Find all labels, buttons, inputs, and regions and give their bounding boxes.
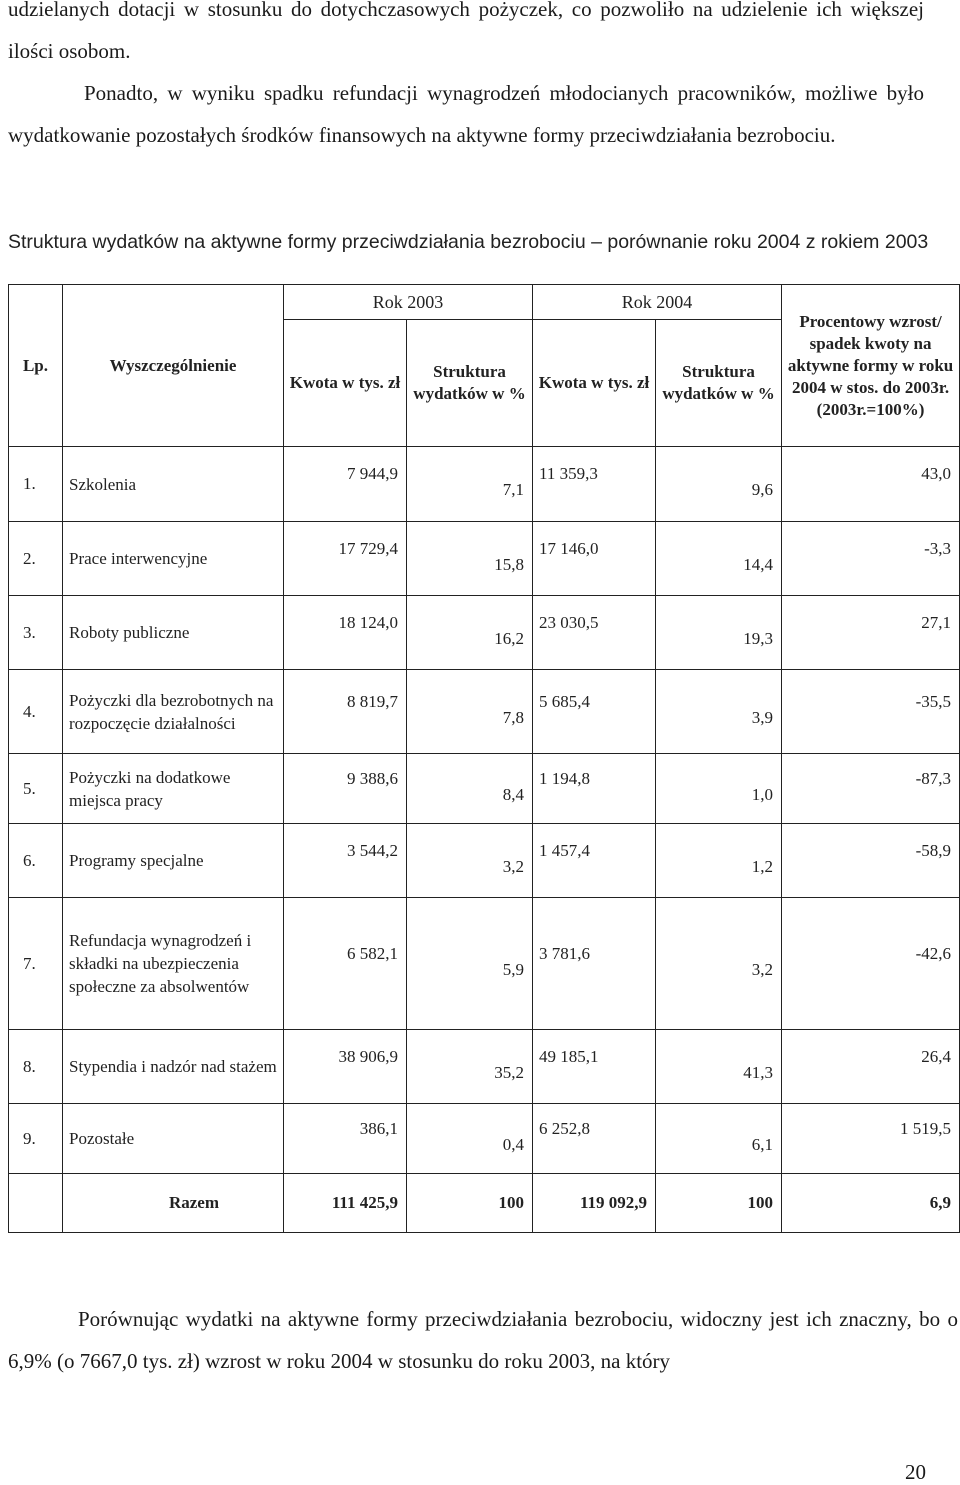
cell-amount-2004: 17 146,0: [539, 538, 599, 558]
intro-line-2: Ponadto, w wyniku spadku refundacji wynagrodzeń młodocianych pracowników, możliwe było wydatkowanie pozostałych środków finansowych na aktywne formy przeciwdziałania bezrobociu.: [8, 81, 924, 147]
cell-structure-2004: 14,4: [743, 554, 774, 574]
cell-structure-2003: 15,8: [494, 554, 525, 574]
cell-name: Prace interwencyjne: [63, 522, 284, 596]
cell-name: Pożyczki dla bezrobotnych na rozpoczęcie działalności: [63, 670, 284, 754]
cell-change: -87,3: [915, 768, 952, 788]
cell-structure-2004: 3,2: [751, 959, 774, 979]
cell-change: 43,0: [921, 464, 952, 483]
cell-amount-2003: 7 944,9: [347, 464, 398, 483]
total-amount-2003: 111 425,9: [284, 1174, 407, 1233]
table-row: [9, 824, 960, 898]
cell-structure-2004: 6,1: [751, 1134, 774, 1154]
cell-amount-2004: 1 457,4: [539, 840, 591, 860]
cell-structure-2004: 41,3: [743, 1062, 774, 1082]
cell-lp: 2.: [9, 522, 63, 596]
total-row: [9, 1174, 960, 1233]
table-row: [9, 754, 960, 824]
header-amount-2004: Kwota w tys. zł: [533, 320, 656, 447]
cell-name: Pozostałe: [63, 1104, 284, 1174]
cell-amount-2003: 3 544,2: [347, 840, 398, 860]
total-change: 6,9: [782, 1174, 960, 1233]
cell-name: Programy specjalne: [63, 824, 284, 898]
cell-lp: 8.: [9, 1030, 63, 1104]
header-structure-2003: Struktura wydatków w %: [407, 320, 533, 447]
cell-amount-2004: 1 194,8: [539, 768, 591, 788]
total-structure-2003: 100: [407, 1174, 533, 1233]
table-row: [9, 898, 960, 1030]
header-amount-2003: Kwota w tys. zł: [284, 320, 407, 447]
cell-lp: 1.: [9, 447, 63, 522]
header-year-2004: Rok 2004: [533, 285, 782, 320]
table-row: [9, 1104, 960, 1174]
cell-amount-2004: 11 359,3: [539, 464, 598, 483]
cell-amount-2003: 386,1: [359, 1118, 398, 1138]
cell-change: 26,4: [921, 1046, 952, 1066]
page-number: 20: [905, 1460, 926, 1484]
cell-structure-2003: 8,4: [502, 784, 525, 804]
header-change: Procentowy wzrost/ spadek kwoty na aktywne formy w roku 2004 w stos. do 2003r. (2003r.=100%): [782, 285, 960, 447]
cell-structure-2004: 19,3: [743, 628, 774, 648]
cell-lp: 7.: [9, 898, 63, 1030]
cell-change: -42,6: [915, 943, 952, 963]
cell-structure-2003: 5,9: [502, 959, 525, 979]
cell-lp: 5.: [9, 754, 63, 824]
cell-amount-2003: 8 819,7: [347, 691, 398, 711]
cell-structure-2004: 1,2: [751, 856, 774, 876]
cell-change: -58,9: [915, 840, 952, 860]
cell-amount-2004: 49 185,1: [539, 1046, 599, 1066]
cell-structure-2003: 35,2: [494, 1062, 525, 1082]
intro-line-1: udzielanych dotacji w stosunku do dotychczasowych pożyczek, co pozwoliło na udzielenie ich większej ilości osobom.: [8, 0, 924, 63]
cell-amount-2003: 6 582,1: [347, 943, 398, 963]
cell-amount-2004: 6 252,8: [539, 1118, 591, 1138]
header-lp: Lp.: [9, 285, 63, 447]
total-amount-2004: 119 092,9: [533, 1174, 656, 1233]
cell-structure-2004: 9,6: [751, 480, 774, 499]
cell-name: Szkolenia: [63, 447, 284, 522]
header-structure-2004: Struktura wydatków w %: [656, 320, 782, 447]
cell-change: 27,1: [921, 612, 952, 632]
table-row: [9, 522, 960, 596]
cell-structure-2003: 7,8: [502, 707, 525, 727]
cell-lp: 9.: [9, 1104, 63, 1174]
table-row: [9, 1030, 960, 1104]
outro-paragraph: [8, 1298, 958, 1382]
cell-amount-2004: 23 030,5: [539, 612, 599, 632]
table-row: [9, 670, 960, 754]
cell-change: -3,3: [924, 538, 952, 558]
cell-structure-2003: 16,2: [494, 628, 525, 648]
cell-lp: 3.: [9, 596, 63, 670]
header-year-2003: Rok 2003: [284, 285, 533, 320]
cell-structure-2003: 0,4: [502, 1134, 525, 1154]
cell-change: -35,5: [915, 691, 952, 711]
total-label: Razem: [63, 1174, 284, 1233]
cell-amount-2004: 5 685,4: [539, 691, 591, 711]
cell-structure-2004: 1,0: [751, 784, 774, 804]
intro-paragraph: [8, 0, 924, 156]
cell-amount-2003: 38 906,9: [338, 1046, 398, 1066]
cell-name: Stypendia i nadzór nad stażem: [63, 1030, 284, 1104]
table-row: [9, 596, 960, 670]
cell-structure-2003: 7,1: [502, 480, 525, 499]
cell-structure-2003: 3,2: [502, 856, 525, 876]
cell-name: Roboty publiczne: [63, 596, 284, 670]
cell-name: Pożyczki na dodatkowe miejsca pracy: [63, 754, 284, 824]
outro-text: Porównując wydatki na aktywne formy przeciwdziałania bezrobociu, widoczny jest ich znaczny, bo o 6,9% (o 7667,0 tys. zł) wzrost w roku 2004 w stosunku do roku 2003, na który: [8, 1307, 958, 1373]
expenditure-table: [8, 284, 960, 1233]
cell-amount-2003: 18 124,0: [338, 612, 398, 632]
total-structure-2004: 100: [656, 1174, 782, 1233]
cell-structure-2004: 3,9: [751, 707, 774, 727]
table-title: Struktura wydatków na aktywne formy przeciwdziałania bezrobociu – porównanie roku 2004 z rokiem 2003: [8, 231, 929, 253]
cell-amount-2003: 17 729,4: [338, 538, 398, 558]
cell-name: Refundacja wynagrodzeń i składki na ubezpieczenia społeczne za absolwentów: [63, 898, 284, 1030]
cell-change: 1 519,5: [900, 1118, 952, 1138]
cell-lp: 4.: [9, 670, 63, 754]
cell-amount-2004: 3 781,6: [539, 943, 591, 963]
cell-lp: 6.: [9, 824, 63, 898]
table-row: [9, 447, 960, 522]
header-item: Wyszczególnienie: [63, 285, 284, 447]
cell-amount-2003: 9 388,6: [347, 768, 398, 788]
